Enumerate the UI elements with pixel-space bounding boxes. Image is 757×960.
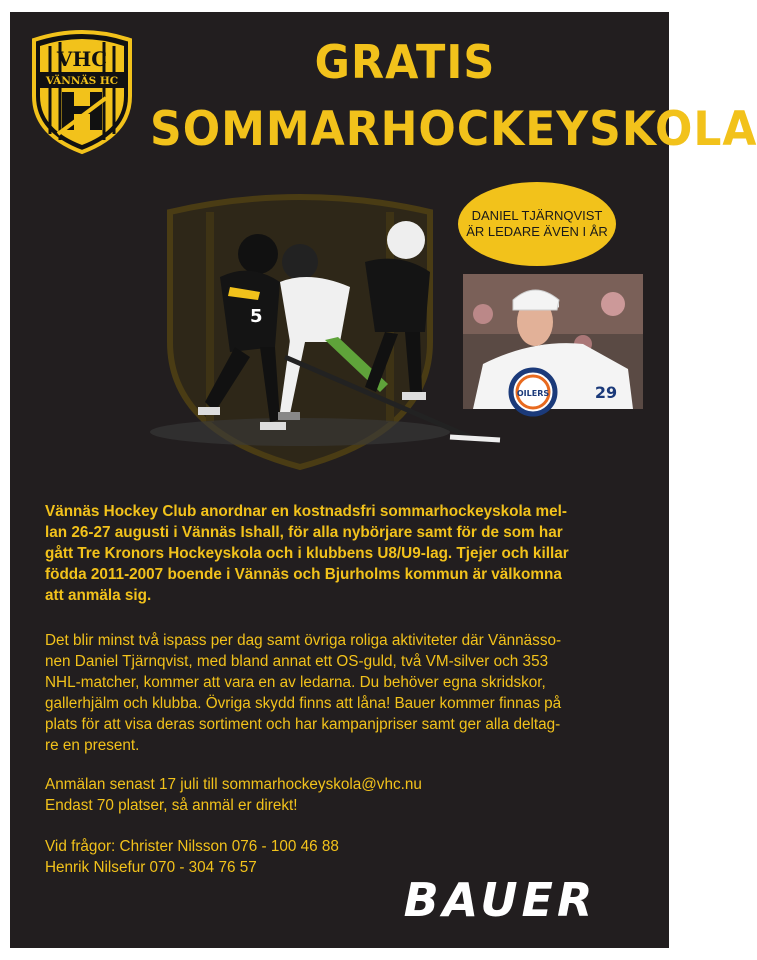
intro-paragraph bbox=[45, 501, 645, 606]
title-line-2: SOMMARHOCKEYSKOLA bbox=[150, 101, 757, 157]
intro-line: Vännäs Hockey Club anordnar en kostnadsfri sommarhockeyskola mel- bbox=[45, 503, 567, 520]
bauer-logo bbox=[350, 873, 650, 927]
signup-line: Anmälan senast 17 juli till sommarhockeyskola@vhc.nu bbox=[45, 776, 422, 793]
sponsor-name: BAUER bbox=[403, 873, 597, 927]
vhc-logo bbox=[26, 26, 138, 154]
badge-line-1: DANIEL TJÄRNQVIST bbox=[471, 207, 603, 223]
details-line: gallerhjälm och klubba. Övriga skydd finns att låna! Bauer kommer finnas på bbox=[45, 695, 562, 712]
contact-line: Henrik Nilsefur 070 - 304 76 57 bbox=[45, 859, 257, 876]
details-line: re en present. bbox=[45, 737, 140, 754]
svg-text:5: 5 bbox=[250, 306, 263, 327]
jersey-number: 29 bbox=[594, 383, 618, 402]
hockey-players-image bbox=[110, 182, 500, 472]
details-line: plats för att visa deras sortiment och har kampanjpriser samt ger alla deltag- bbox=[45, 716, 561, 733]
leader-badge bbox=[458, 182, 616, 266]
intro-line: att anmäla sig. bbox=[45, 587, 152, 604]
title-line-1: GRATIS bbox=[314, 35, 496, 90]
logo-initials: VHC bbox=[56, 47, 108, 71]
details-line: NHL-matcher, kommer att vara en av ledarna. Du behöver egna skridskor, bbox=[45, 674, 546, 691]
contact-paragraph bbox=[45, 836, 645, 878]
signup-paragraph bbox=[45, 774, 645, 816]
logo-name: VÄNNÄS HC bbox=[45, 75, 119, 87]
signup-line: Endast 70 platser, så anmäl er direkt! bbox=[45, 797, 298, 814]
details-line: Det blir minst två ispass per dag samt övriga roliga aktiviteter där Vännässo- bbox=[45, 632, 562, 649]
intro-line: födda 2011-2007 boende i Vännäs och Bjurholms kommun är välkomna bbox=[45, 566, 562, 583]
intro-line: gått Tre Kronors Hockeyskola och i klubbens U8/U9-lag. Tjejer och killar bbox=[45, 545, 569, 562]
poster bbox=[10, 12, 757, 948]
details-line: nen Daniel Tjärnqvist, med bland annat ett OS-guld, två VM-silver och 353 bbox=[45, 653, 549, 670]
details-paragraph bbox=[45, 630, 645, 756]
intro-line: lan 26-27 augusti i Vännäs Ishall, för alla nybörjare samt för de som har bbox=[45, 524, 563, 541]
leader-photo bbox=[463, 274, 643, 409]
jersey-text: OILERS bbox=[516, 389, 550, 398]
contact-line: Vid frågor: Christer Nilsson 076 - 100 46 88 bbox=[45, 838, 339, 855]
badge-line-2: ÄR LEDARE ÄVEN I ÅR bbox=[466, 224, 608, 239]
